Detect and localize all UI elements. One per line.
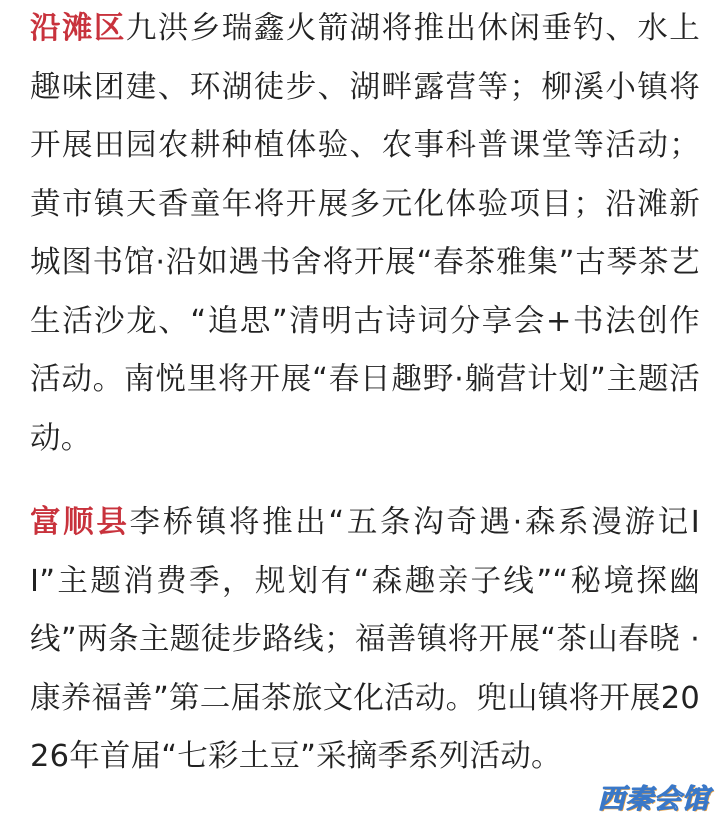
paragraph-yantan <box>30 0 700 468</box>
paragraph-text-fushun: 李桥镇将推出“五条沟奇遇·森系漫游记II”主题消费季，规划有“森趣亲子线”“秘境探幽线”两条主题徒步路线；福善镇将开展“茶山春晓 · 康养福善”第二届茶旅文化活动。兜山镇将开展2026年首届“七彩土豆”采摘季系列活动。 <box>30 505 700 774</box>
watermark-logo: 西秦会馆 <box>598 784 710 815</box>
region-label-yantan: 沿滩区 <box>30 11 126 46</box>
paragraph-fushun <box>30 494 700 787</box>
region-label-fushun: 富顺县 <box>30 505 130 540</box>
article-body <box>30 0 700 787</box>
paragraph-text-yantan: 九洪乡瑞鑫火箭湖将推出休闲垂钓、水上趣味团建、环湖徒步、湖畔露营等；柳溪小镇将开展田园农耕种植体验、农事科普课堂等活动；黄市镇天香童年将开展多元化体验项目；沿滩新城图书馆·沿如遇书舍将开展“春茶雅集”古琴茶艺生活沙龙、“追思”清明古诗词分享会+书法创作活动。南悦里将开展“春日趣野·躺营计划”主题活动。 <box>30 11 700 456</box>
